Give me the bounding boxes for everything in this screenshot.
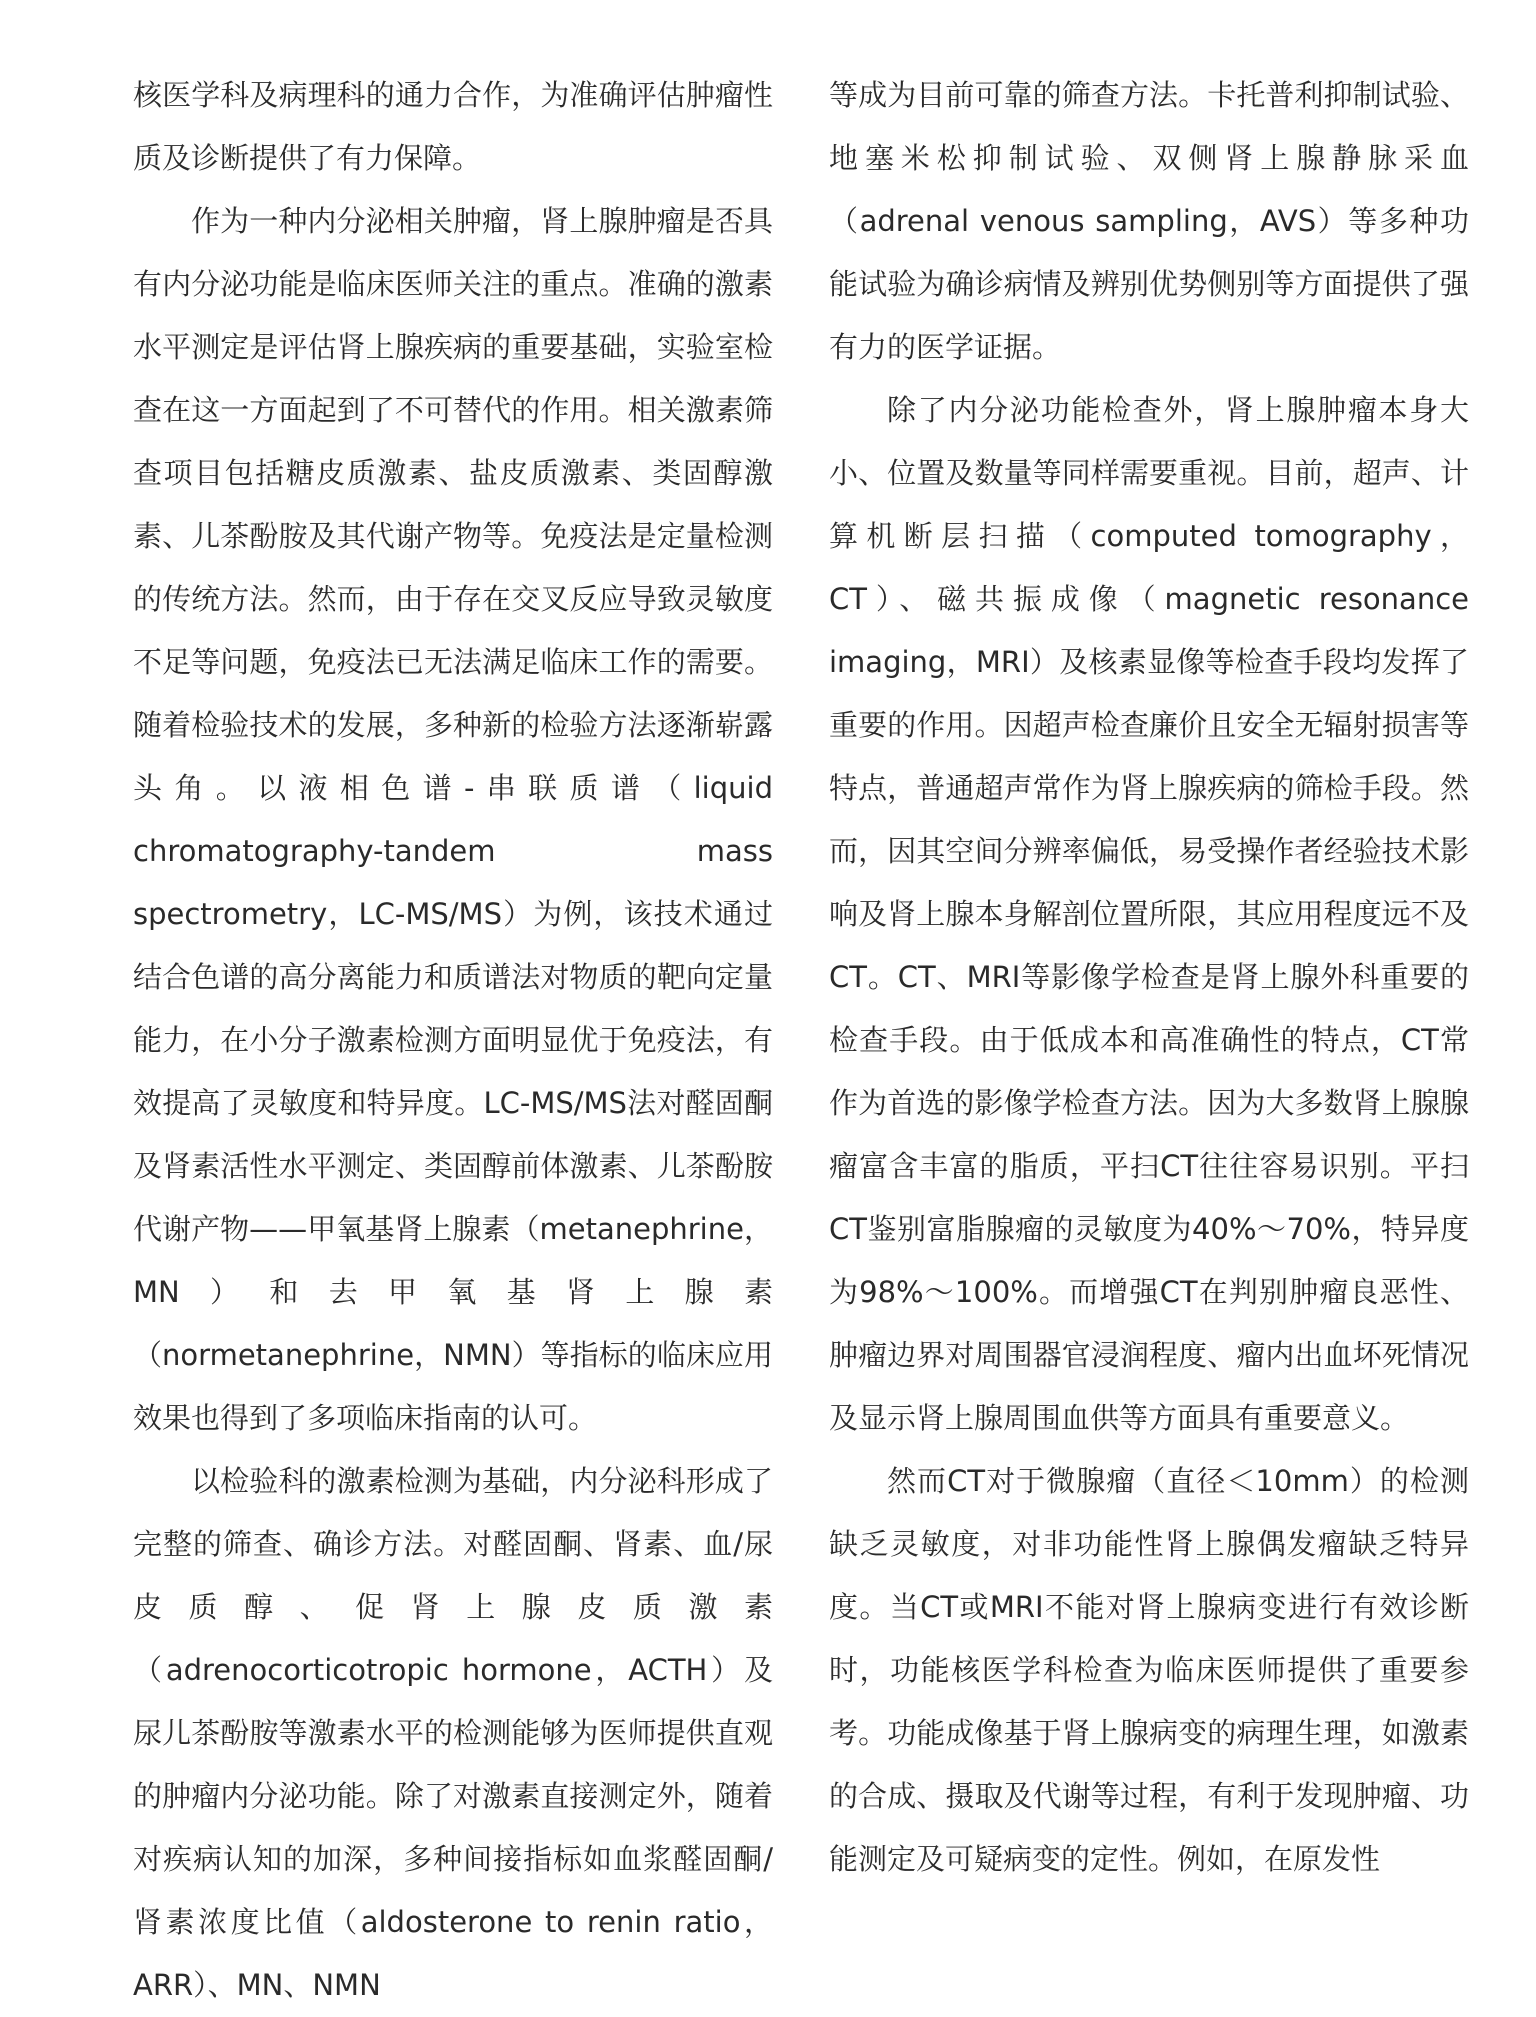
right-column	[829, 64, 1469, 1891]
paragraph-left-1: 核医学科及病理科的通力合作，为准确评估肿瘤性质及诊断提供了有力保障。	[133, 78, 773, 175]
paragraph-right-2: 除了内分泌功能检查外，肾上腺肿瘤本身大小、位置及数量等同样需要重视。目前，超声、计算机断层扫描（computed tomography，CT）、磁共振成像（magnetic resonance imaging，MRI）及核素显像等检查手段均发挥了重要的作用。因超声检查廉价且安全无辐射损害等特点，普通超声常作为肾上腺疾病的筛检手段。然而，因其空间分辨率偏低，易受操作者经验技术影响及肾上腺本身解剖位置所限，其应用程度远不及CT。CT、MRI等影像学检查是肾上腺外科重要的检查手段。由于低成本和高准确性的特点，CT常作为首选的影像学检查方法。因为大多数肾上腺腺瘤富含丰富的脂质，平扫CT往往容易识别。平扫CT鉴别富脂腺瘤的灵敏度为40%～70%，特异度为98%～100%。而增强CT在判别肿瘤良恶性、肿瘤边界对周围器官浸润程度、瘤内出血坏死情况及显示肾上腺周围血供等方面具有重要意义。	[829, 393, 1469, 1435]
paragraph-left-2: 作为一种内分泌相关肿瘤，肾上腺肿瘤是否具有内分泌功能是临床医师关注的重点。准确的激素水平测定是评估肾上腺疾病的重要基础，实验室检查在这一方面起到了不可替代的作用。相关激素筛查项目包括糖皮质激素、盐皮质激素、类固醇激素、儿茶酚胺及其代谢产物等。免疫法是定量检测的传统方法。然而，由于存在交叉反应导致灵敏度不足等问题，免疫法已无法满足临床工作的需要。随着检验技术的发展，多种新的检验方法逐渐崭露头角。以液相色谱-串联质谱（liquid chromatography-tandem mass spectrometry，LC-MS/MS）为例，该技术通过结合色谱的高分离能力和质谱法对物质的靶向定量能力，在小分子激素检测方面明显优于免疫法，有效提高了灵敏度和特异度。LC-MS/MS法对醛固酮及肾素活性水平测定、类固醇前体激素、儿茶酚胺代谢产物——甲氧基肾上腺素（metanephrine，MN）和去甲氧基肾上腺素（normetanephrine，NMN）等指标的临床应用效果也得到了多项临床指南的认可。	[133, 204, 773, 1435]
paragraph-right-1: 等成为目前可靠的筛查方法。卡托普利抑制试验、地塞米松抑制试验、双侧肾上腺静脉采血（adrenal venous sampling，AVS）等多种功能试验为确诊病情及辨别优势侧别等方面提供了强有力的医学证据。	[829, 78, 1469, 364]
paragraph-right-3: 然而CT对于微腺瘤（直径＜10mm）的检测缺乏灵敏度，对非功能性肾上腺偶发瘤缺乏特异度。当CT或MRI不能对肾上腺病变进行有效诊断时，功能核医学科检查为临床医师提供了重要参考。功能成像基于肾上腺病变的病理生理，如激素的合成、摄取及代谢等过程，有利于发现肿瘤、功能测定及可疑病变的定性。例如，在原发性	[829, 1464, 1469, 1876]
left-column	[133, 64, 773, 2017]
paragraph-left-3: 以检验科的激素检测为基础，内分泌科形成了完整的筛查、确诊方法。对醛固酮、肾素、血/尿皮质醇、促肾上腺皮质激素（adrenocorticotropic hormone，ACTH）及尿儿茶酚胺等激素水平的检测能够为医师提供直观的肿瘤内分泌功能。除了对激素直接测定外，随着对疾病认知的加深，多种间接指标如血浆醛固酮/肾素浓度比值（aldosterone to renin ratio，ARR）、MN、NMN	[133, 1464, 773, 2002]
